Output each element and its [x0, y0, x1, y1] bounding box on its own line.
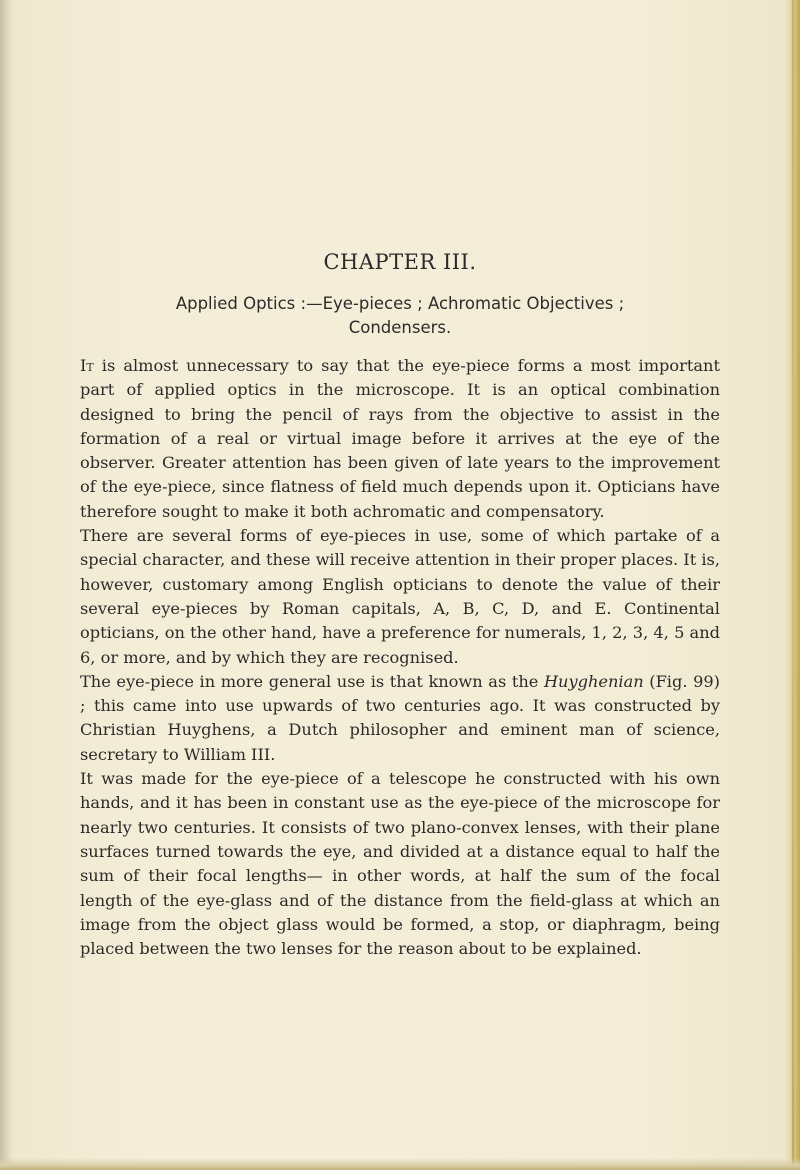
section-heading-line-1: Applied Optics :—Eye-pieces ; Achromatic Objectives ; — [175, 294, 625, 313]
chapter-title: CHAPTER III. — [323, 250, 477, 274]
paragraph-1 — [80, 354, 720, 524]
paragraph-3-italic: Huyghenian — [543, 671, 644, 691]
paragraph-1-dropcap: It — [80, 356, 94, 375]
paragraph-1-text: is almost unnecessary to say that the eye-piece forms a most important part of applied optics in the microscope. It is an optical combination designed to bring the pencil of rays from the objective to assist in the formation of a real or virtual image before it arrives at the eye of the observer. Greater attention has been given of late years to the improvement of the eye-piece, since flatness of field much depends upon it. Opticians have therefore sought to make it both achromatic and compensatory. — [80, 356, 720, 521]
paragraph-2: There are several forms of eye-pieces in use, some of which partake of a special character, and these will receive attention in their proper places. It is, however, customary among English opticians to denote the value of their several eye-pieces by Roman capitals, A, B, C, D, and E. Continental opticians, on the other hand, have a preference for numerals, 1, 2, 3, 4, 5 and 6, or more, and by which they are recognised. — [80, 526, 720, 667]
left-page-shadow — [0, 0, 14, 1170]
bottom-page-edge — [0, 1158, 800, 1170]
paragraph-3-text-before: The eye-piece in more general use is that known as the — [80, 671, 544, 691]
paragraph-3 — [80, 670, 720, 767]
section-heading-line-2: Condensers. — [348, 318, 452, 337]
section-heading — [80, 292, 720, 340]
right-page-edge-line — [792, 0, 794, 1170]
paragraph-4: It was made for the eye-piece of a telescope he constructed with his own hands, and it has been in constant use as the eye-piece of the microscope for nearly two centuries. It consists of two plano-convex lenses, with their plane surfaces turned towards the eye, and divided at a distance equal to half the sum of their focal lengths— in other words, at half the sum of the focal length of the eye-glass and of the distance from the field-glass at which an image from the object glass would be formed, a stop, or diaphragm, being placed between the two lenses for the reason about to be explained. — [80, 769, 720, 959]
paragraph-3-text-after: (Fig. 99) ; this came into use upwards of two centuries ago. It was constructed by Christian Huyghens, a Dutch philosopher and eminent man of science, secretary to William III. — [80, 671, 720, 764]
page-content — [80, 250, 720, 961]
